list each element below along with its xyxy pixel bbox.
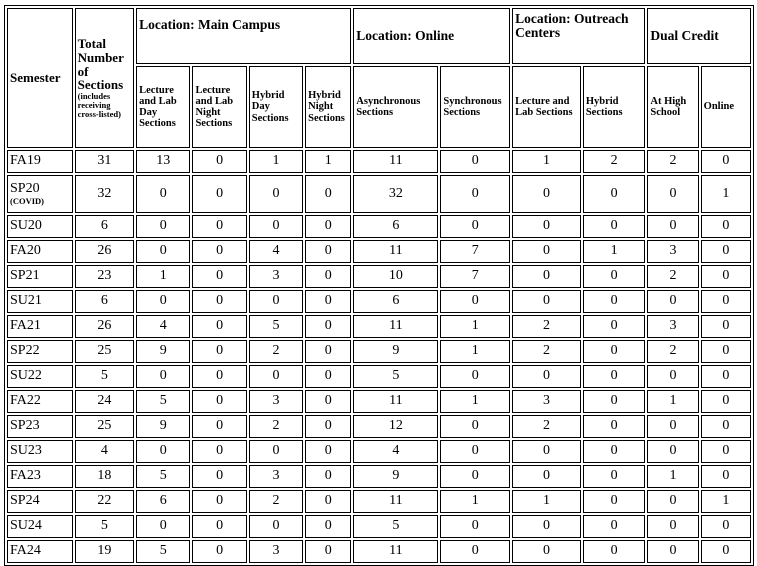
value-cell: 0 <box>305 440 351 463</box>
table-row <box>7 515 751 538</box>
value-cell: 1 <box>440 390 510 413</box>
value-cell: 0 <box>512 215 581 238</box>
table-row <box>7 365 751 388</box>
value-cell: 0 <box>440 440 510 463</box>
semester-label: FA20 <box>10 243 41 259</box>
value-cell: 0 <box>701 365 751 388</box>
table-row <box>7 265 751 288</box>
value-cell: 0 <box>305 240 351 263</box>
header-column: At High School <box>647 66 698 148</box>
semester-cell <box>7 265 73 288</box>
value-cell: 2 <box>647 265 698 288</box>
value-cell: 25 <box>75 340 134 363</box>
value-cell: 0 <box>136 215 190 238</box>
value-cell: 0 <box>512 540 581 563</box>
semester-cell <box>7 290 73 313</box>
semester-label: SU21 <box>10 293 42 309</box>
value-cell: 6 <box>136 490 190 513</box>
value-cell: 0 <box>192 540 246 563</box>
value-cell: 0 <box>305 175 351 213</box>
table-row <box>7 390 751 413</box>
value-cell: 0 <box>647 290 698 313</box>
value-cell: 0 <box>192 415 246 438</box>
value-cell: 0 <box>305 340 351 363</box>
value-cell: 3 <box>249 265 303 288</box>
semester-cell <box>7 240 73 263</box>
value-cell: 0 <box>136 440 190 463</box>
semester-label: FA22 <box>10 393 41 409</box>
value-cell: 4 <box>249 240 303 263</box>
value-cell: 0 <box>136 290 190 313</box>
value-cell: 0 <box>305 415 351 438</box>
semester-cell <box>7 150 73 173</box>
semester-label: SP21 <box>10 268 40 284</box>
semester-cell <box>7 465 73 488</box>
value-cell: 0 <box>512 365 581 388</box>
value-cell: 6 <box>75 215 134 238</box>
header-column: Lecture and Lab Night Sections <box>192 66 246 148</box>
value-cell: 2 <box>249 340 303 363</box>
value-cell: 0 <box>192 315 246 338</box>
value-cell: 0 <box>136 365 190 388</box>
table-row <box>7 290 751 313</box>
value-cell: 4 <box>75 440 134 463</box>
value-cell: 23 <box>75 265 134 288</box>
semester-cell <box>7 215 73 238</box>
value-cell: 0 <box>440 415 510 438</box>
table-row <box>7 215 751 238</box>
value-cell: 19 <box>75 540 134 563</box>
value-cell: 6 <box>75 290 134 313</box>
value-cell: 4 <box>136 315 190 338</box>
semester-label: SU22 <box>10 368 42 384</box>
value-cell: 0 <box>583 290 646 313</box>
value-cell: 0 <box>583 340 646 363</box>
value-cell: 0 <box>305 390 351 413</box>
value-cell: 2 <box>583 150 646 173</box>
header-semester: Semester <box>7 8 73 148</box>
value-cell: 0 <box>512 290 581 313</box>
value-cell: 5 <box>353 515 438 538</box>
semester-label: FA23 <box>10 468 41 484</box>
value-cell: 0 <box>440 465 510 488</box>
value-cell: 1 <box>701 490 751 513</box>
value-cell: 0 <box>647 365 698 388</box>
value-cell: 0 <box>192 175 246 213</box>
value-cell: 7 <box>440 240 510 263</box>
value-cell: 0 <box>701 515 751 538</box>
value-cell: 0 <box>305 540 351 563</box>
value-cell: 3 <box>249 540 303 563</box>
value-cell: 0 <box>512 440 581 463</box>
value-cell: 5 <box>353 365 438 388</box>
value-cell: 6 <box>353 290 438 313</box>
value-cell: 0 <box>701 315 751 338</box>
value-cell: 5 <box>136 465 190 488</box>
header-column: Hybrid Day Sections <box>249 66 303 148</box>
value-cell: 24 <box>75 390 134 413</box>
value-cell: 9 <box>136 340 190 363</box>
value-cell: 1 <box>701 175 751 213</box>
value-cell: 0 <box>305 465 351 488</box>
value-cell: 3 <box>647 240 698 263</box>
table-row <box>7 465 751 488</box>
value-cell: 1 <box>440 490 510 513</box>
value-cell: 0 <box>701 150 751 173</box>
value-cell: 25 <box>75 415 134 438</box>
value-cell: 0 <box>440 540 510 563</box>
value-cell: 4 <box>353 440 438 463</box>
value-cell: 0 <box>512 175 581 213</box>
value-cell: 0 <box>701 440 751 463</box>
value-cell: 0 <box>647 540 698 563</box>
value-cell: 9 <box>353 340 438 363</box>
value-cell: 0 <box>647 175 698 213</box>
value-cell: 2 <box>512 415 581 438</box>
value-cell: 31 <box>75 150 134 173</box>
value-cell: 7 <box>440 265 510 288</box>
value-cell: 0 <box>305 515 351 538</box>
value-cell: 2 <box>249 415 303 438</box>
header-column: Online <box>701 66 751 148</box>
value-cell: 22 <box>75 490 134 513</box>
value-cell: 0 <box>701 240 751 263</box>
value-cell: 1 <box>249 150 303 173</box>
semester-cell <box>7 315 73 338</box>
value-cell: 0 <box>583 415 646 438</box>
semester-label: FA19 <box>10 153 41 169</box>
value-cell: 1 <box>440 340 510 363</box>
value-cell: 1 <box>512 490 581 513</box>
value-cell: 0 <box>701 265 751 288</box>
header-column: Asynchronous Sections <box>353 66 438 148</box>
value-cell: 11 <box>353 490 438 513</box>
table-row <box>7 490 751 513</box>
value-cell: 0 <box>249 365 303 388</box>
value-cell: 2 <box>249 490 303 513</box>
value-cell: 0 <box>249 290 303 313</box>
value-cell: 5 <box>136 540 190 563</box>
semester-label: FA21 <box>10 318 41 334</box>
value-cell: 0 <box>192 150 246 173</box>
header-column: Hybrid Sections <box>583 66 646 148</box>
semester-label: SU20 <box>10 218 42 234</box>
semester-cell <box>7 390 73 413</box>
value-cell: 0 <box>440 290 510 313</box>
table-row <box>7 150 751 173</box>
table-row <box>7 240 751 263</box>
sections-table <box>4 5 754 566</box>
value-cell: 0 <box>583 315 646 338</box>
value-cell: 0 <box>583 490 646 513</box>
header-total-note: (includes receiving cross-listed) <box>77 90 121 119</box>
value-cell: 0 <box>440 365 510 388</box>
value-cell: 0 <box>305 315 351 338</box>
semester-cell <box>7 365 73 388</box>
value-cell: 1 <box>305 150 351 173</box>
value-cell: 0 <box>192 290 246 313</box>
value-cell: 2 <box>647 150 698 173</box>
value-cell: 0 <box>192 490 246 513</box>
value-cell: 0 <box>512 515 581 538</box>
value-cell: 0 <box>701 415 751 438</box>
value-cell: 5 <box>249 315 303 338</box>
header-group-main-campus: Location: Main Campus <box>136 8 351 64</box>
value-cell: 0 <box>583 540 646 563</box>
semester-label: SU23 <box>10 443 42 459</box>
value-cell: 0 <box>583 465 646 488</box>
header-total-label: Total Number of Sections <box>77 36 124 93</box>
value-cell: 0 <box>192 365 246 388</box>
value-cell: 0 <box>249 515 303 538</box>
value-cell: 0 <box>192 240 246 263</box>
value-cell: 0 <box>701 540 751 563</box>
semester-cell <box>7 515 73 538</box>
value-cell: 32 <box>75 175 134 213</box>
value-cell: 0 <box>192 390 246 413</box>
table-row <box>7 340 751 363</box>
value-cell: 0 <box>192 215 246 238</box>
value-cell: 11 <box>353 150 438 173</box>
table-row <box>7 440 751 463</box>
value-cell: 0 <box>583 440 646 463</box>
value-cell: 18 <box>75 465 134 488</box>
header-group-dual-credit: Dual Credit <box>647 8 751 64</box>
value-cell: 0 <box>583 365 646 388</box>
value-cell: 1 <box>136 265 190 288</box>
value-cell: 0 <box>305 490 351 513</box>
value-cell: 0 <box>192 440 246 463</box>
table-row <box>7 540 751 563</box>
table-row <box>7 315 751 338</box>
semester-label: SP20 <box>10 181 40 197</box>
header-column: Lecture and Lab Day Sections <box>136 66 190 148</box>
value-cell: 5 <box>75 515 134 538</box>
semester-label: SP24 <box>10 493 40 509</box>
value-cell: 0 <box>512 465 581 488</box>
value-cell: 0 <box>136 240 190 263</box>
value-cell: 9 <box>353 465 438 488</box>
value-cell: 0 <box>647 515 698 538</box>
value-cell: 0 <box>305 215 351 238</box>
value-cell: 0 <box>583 175 646 213</box>
value-cell: 2 <box>512 340 581 363</box>
value-cell: 26 <box>75 240 134 263</box>
value-cell: 0 <box>192 340 246 363</box>
value-cell: 0 <box>701 290 751 313</box>
value-cell: 0 <box>136 515 190 538</box>
value-cell: 0 <box>512 240 581 263</box>
value-cell: 26 <box>75 315 134 338</box>
semester-label: FA24 <box>10 543 41 559</box>
table-row <box>7 415 751 438</box>
value-cell: 0 <box>192 265 246 288</box>
value-cell: 5 <box>75 365 134 388</box>
semester-cell <box>7 490 73 513</box>
value-cell: 3 <box>647 315 698 338</box>
semester-cell <box>7 175 73 213</box>
header-column: Hybrid Night Sections <box>305 66 351 148</box>
value-cell: 11 <box>353 315 438 338</box>
value-cell: 1 <box>647 390 698 413</box>
table-row <box>7 175 751 213</box>
value-cell: 0 <box>305 290 351 313</box>
value-cell: 2 <box>647 340 698 363</box>
semester-cell <box>7 340 73 363</box>
header-group-online: Location: Online <box>353 8 510 64</box>
header-group-outreach-centers: Location: Outreach Centers <box>512 8 645 64</box>
value-cell: 0 <box>583 265 646 288</box>
value-cell: 0 <box>249 440 303 463</box>
value-cell: 1 <box>440 315 510 338</box>
semester-label: SU24 <box>10 518 42 534</box>
value-cell: 0 <box>583 515 646 538</box>
value-cell: 0 <box>701 390 751 413</box>
value-cell: 1 <box>512 150 581 173</box>
value-cell: 11 <box>353 390 438 413</box>
value-cell: 0 <box>440 150 510 173</box>
value-cell: 0 <box>583 390 646 413</box>
value-cell: 0 <box>136 175 190 213</box>
value-cell: 1 <box>583 240 646 263</box>
value-cell: 0 <box>701 215 751 238</box>
header-total-sections <box>75 8 134 148</box>
value-cell: 0 <box>249 175 303 213</box>
value-cell: 3 <box>249 390 303 413</box>
value-cell: 0 <box>647 490 698 513</box>
value-cell: 9 <box>136 415 190 438</box>
semester-label: SP22 <box>10 343 40 359</box>
value-cell: 0 <box>512 265 581 288</box>
semester-note: (COVID) <box>10 196 44 207</box>
value-cell: 2 <box>512 315 581 338</box>
semester-cell <box>7 440 73 463</box>
value-cell: 0 <box>192 465 246 488</box>
value-cell: 3 <box>512 390 581 413</box>
value-cell: 0 <box>440 515 510 538</box>
value-cell: 6 <box>353 215 438 238</box>
semester-cell <box>7 415 73 438</box>
value-cell: 0 <box>647 440 698 463</box>
value-cell: 3 <box>249 465 303 488</box>
value-cell: 0 <box>440 175 510 213</box>
value-cell: 0 <box>305 265 351 288</box>
semester-label: SP23 <box>10 418 40 434</box>
value-cell: 11 <box>353 240 438 263</box>
value-cell: 0 <box>701 340 751 363</box>
value-cell: 5 <box>136 390 190 413</box>
value-cell: 13 <box>136 150 190 173</box>
value-cell: 12 <box>353 415 438 438</box>
value-cell: 0 <box>701 465 751 488</box>
value-cell: 0 <box>647 215 698 238</box>
value-cell: 0 <box>647 415 698 438</box>
value-cell: 10 <box>353 265 438 288</box>
value-cell: 0 <box>440 215 510 238</box>
value-cell: 0 <box>305 365 351 388</box>
header-column: Synchronous Sections <box>440 66 510 148</box>
value-cell: 32 <box>353 175 438 213</box>
header-column: Lecture and Lab Sections <box>512 66 581 148</box>
semester-cell <box>7 540 73 563</box>
value-cell: 1 <box>647 465 698 488</box>
value-cell: 0 <box>249 215 303 238</box>
value-cell: 0 <box>583 215 646 238</box>
value-cell: 0 <box>192 515 246 538</box>
value-cell: 11 <box>353 540 438 563</box>
